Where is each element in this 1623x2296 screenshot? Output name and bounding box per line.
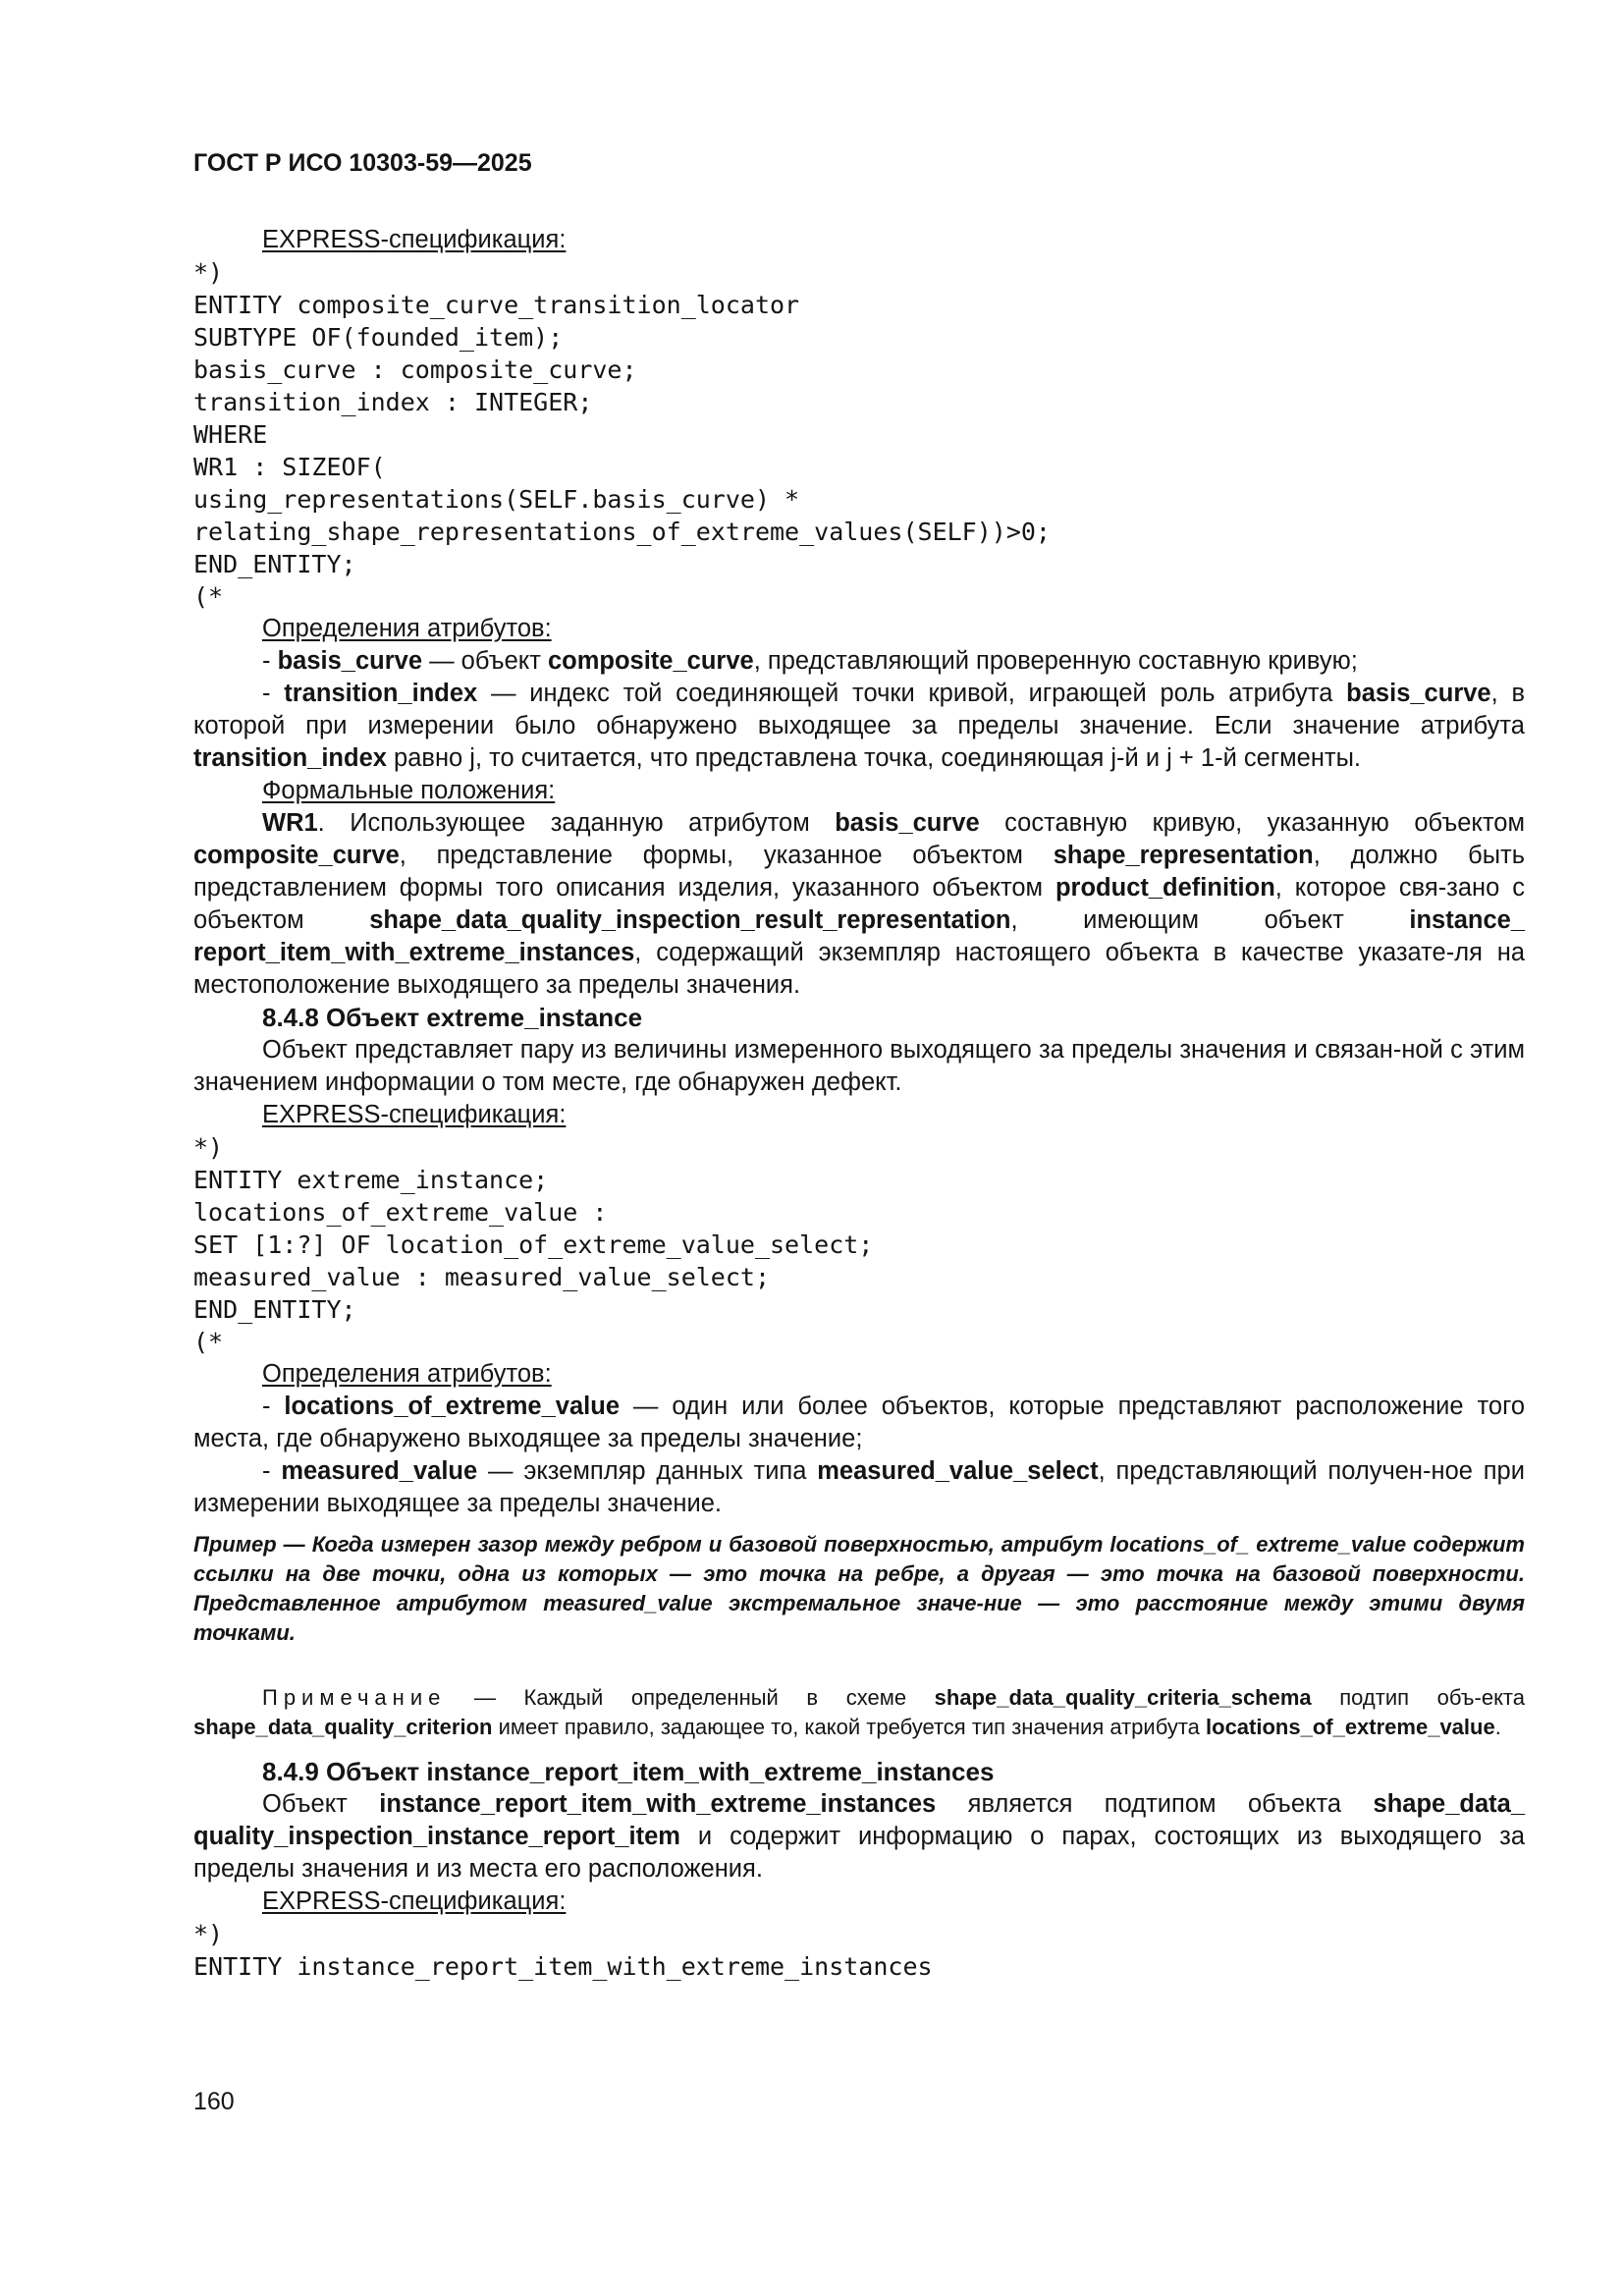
code-line: locations_of_extreme_value :: [193, 1198, 608, 1227]
rule-wr1: WR1. Использующее заданную атрибутом basis_curve составную кривую, указанную объектом composite_curve, представление формы, указанное объектом shape_representation, должно быть представлением формы того описания изделия, указанного объектом product_definition, которое свя-зано с объектом shape_data_quality_inspection_result_representation, имеющим объект instance_ report_item_with_extreme_instances, содержащий экземпляр настоящего объекта в качестве указате-ля на местоположение выходящего за пределы значения.: [193, 809, 1526, 999]
code-line: (*: [193, 1328, 224, 1356]
page-body: [193, 224, 1525, 1983]
code-line: WR1 : SIZEOF(: [193, 453, 386, 481]
attr-label-1: Определения атрибутов:: [262, 615, 552, 642]
code-line: ENTITY instance_report_item_with_extreme_instances: [193, 1952, 933, 1981]
code-line: basis_curve : composite_curve;: [193, 355, 637, 384]
code-block-3: [193, 1918, 1525, 1983]
note-paragraph: Примечание — Каждый определенный в схеме shape_data_quality_criteria_schema подтип объ-екта shape_data_quality_criterion имеет правило, задающее то, какой требуется тип значения атрибута locations_of_extreme_value.: [193, 1685, 1525, 1739]
section-heading-8-4-8: 8.4.8 Объект extreme_instance: [262, 1003, 643, 1032]
express-label-2: EXPRESS-спецификация:: [262, 1101, 567, 1128]
section-heading-8-4-9: 8.4.9 Объект instance_report_item_with_extreme_instances: [262, 1757, 995, 1786]
code-line: SUBTYPE OF(founded_item);: [193, 323, 564, 352]
code-block-1: [193, 256, 1525, 613]
attr-measured-value: - measured_value — экземпляр данных типа measured_value_select, представляющий получен-ное при измерении выходящее за пределы значение.: [193, 1457, 1525, 1517]
code-block-2: [193, 1131, 1525, 1358]
example-paragraph: Пример — Когда измерен зазор между ребром и базовой поверхностью, атрибут locations_of_ extreme_value содержит ссылки на две точки, одна из которых — это точка на ребре, а другая — это точка на базовой поверхности. Представленное атрибутом measured_value экстремальное значе-ние — это расстояние между этими двумя точками.: [193, 1532, 1525, 1645]
code-line: relating_shape_representations_of_extreme_values(SELF))>0;: [193, 518, 1051, 546]
code-line: END_ENTITY;: [193, 1295, 356, 1324]
attr-transition-index: - transition_index — индекс той соединяющей точки кривой, играющей роль атрибута basis_curve, в которой при измерении было обнаружено выходящее за пределы значение. Если значение атрибута transition_index равно j, то считается, что представлена точка, соединяющая j-й и j + 1-й сегменты.: [193, 680, 1526, 772]
code-line: transition_index : INTEGER;: [193, 388, 593, 416]
code-line: using_representations(SELF.basis_curve) *: [193, 485, 800, 514]
code-line: ENTITY composite_curve_transition_locator: [193, 291, 800, 319]
section-intro-8-4-9: Объект instance_report_item_with_extreme_instances является подтипом объекта shape_data_ quality_inspection_instance_report_item и содержит информацию о парах, состоящих из выходящего за пределы значения и из места его расположения.: [193, 1790, 1526, 1883]
attr-label-2: Определения атрибутов:: [262, 1360, 552, 1388]
express-label-1: EXPRESS-спецификация:: [262, 226, 567, 253]
page-number: 160: [193, 2088, 235, 2115]
code-line: measured_value : measured_value_select;: [193, 1263, 770, 1291]
code-line: (*: [193, 582, 224, 611]
attr-locations-of-extreme-value: - locations_of_extreme_value — один или более объектов, которые представляют расположение того места, где обнаружено выходящее за пределы значение;: [193, 1393, 1526, 1452]
code-line: WHERE: [193, 420, 268, 449]
code-line: *): [193, 258, 224, 287]
code-line: *): [193, 1920, 224, 1948]
code-line: END_ENTITY;: [193, 550, 356, 578]
code-line: ENTITY extreme_instance;: [193, 1166, 549, 1194]
section-intro-8-4-8: Объект представляет пару из величины измеренного выходящего за пределы значения и связан-ной с этим значением информации о том месте, где обнаружен дефект.: [193, 1036, 1525, 1096]
code-line: *): [193, 1133, 224, 1162]
formal-label: Формальные положения:: [262, 777, 556, 804]
express-label-3: EXPRESS-спецификация:: [262, 1887, 567, 1915]
attr-basis-curve: - basis_curve — объект composite_curve, представляющий проверенную составную кривую;: [262, 647, 1358, 675]
standard-header: ГОСТ Р ИСО 10303-59—2025: [193, 149, 532, 177]
code-line: SET [1:?] OF location_of_extreme_value_select;: [193, 1230, 874, 1259]
